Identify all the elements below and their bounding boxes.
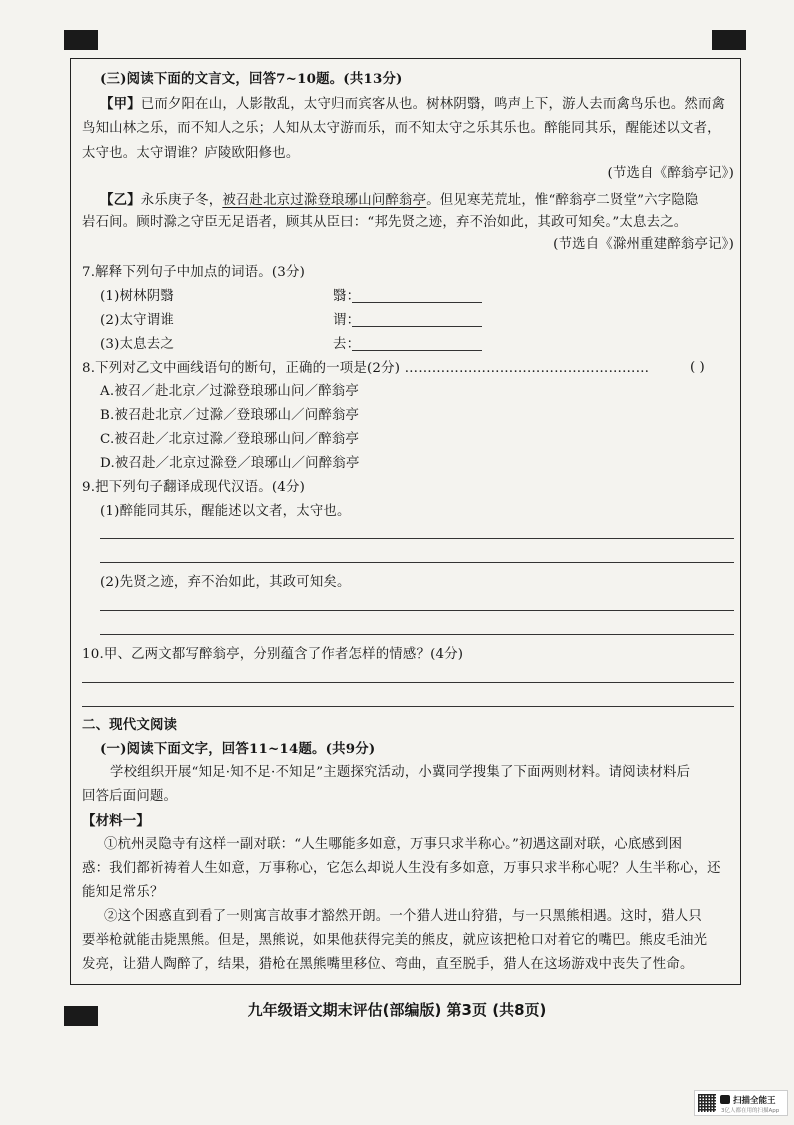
- q9-item1: (1)醉能同其乐，醒能述以文者，太守也。: [100, 504, 351, 519]
- registration-mark-top-right: [712, 30, 746, 50]
- registration-mark-top-left: [64, 30, 98, 50]
- part2-intro-line1: 学校组织开展“知足·知不足·不知足”主题探究活动，小冀同学搜集了下面两则材料。请阅读材料后: [110, 765, 691, 780]
- material-p1-line1: ①杭州灵隐寺有这样一副对联：“人生哪能多如意，万事只求半称心。”初遇这副对联，心底感到困: [104, 837, 683, 852]
- material-p1-line3: 能知足常乐？: [82, 885, 164, 900]
- yi-label: 【乙】: [100, 192, 141, 208]
- scanner-logo-icon: [720, 1095, 730, 1104]
- part2-intro-line2: 回答后面问题。: [82, 789, 178, 804]
- q9-answer-line4[interactable]: [100, 634, 734, 635]
- q7-answer-blank3[interactable]: [352, 350, 482, 351]
- page-footer: 九年级语文期末评估(部编版) 第3页 (共8页): [247, 1001, 547, 1019]
- section3-heading: (三)阅读下面的文言文，回答7~10题。(共13分): [100, 71, 403, 87]
- part2-heading: 二、现代文阅读: [82, 717, 178, 733]
- qr-code-icon: [698, 1094, 716, 1112]
- material-p2-line1: ②这个困惑直到看了一则寓言故事才豁然开朗。一个猎人进山狩猎，与一只黑熊相遇。这时，猎人只: [104, 909, 702, 924]
- q7-answer-blank1[interactable]: [352, 302, 482, 303]
- q7-word3: 去：: [333, 337, 361, 352]
- jia-source: (节选自《醉翁亭记》): [607, 166, 734, 181]
- q8-option-a: A.被召／赴北京／过滁登琅琊山问／醉翁亭: [100, 384, 359, 399]
- jia-text-line3: 太守也。太守谓谁？庐陵欧阳修也。: [82, 146, 300, 161]
- q9-item2: (2)先贤之迹，弃不治如此，其政可知矣。: [100, 575, 351, 590]
- q8-option-d: D.被召赴／北京过滁登／琅琊山／问醉翁亭: [100, 456, 360, 471]
- q9-answer-line1[interactable]: [100, 538, 734, 539]
- q7-item3: (3)太息去之: [100, 337, 174, 352]
- q8-answer-bracket[interactable]: ( ): [690, 360, 705, 375]
- scanner-app-tagline: 3亿人都在用的扫描App: [721, 1108, 780, 1114]
- q7-item1: (1)树林阴翳: [100, 289, 174, 304]
- q7-stem: 7.解释下列句子中加点的词语。(3分): [82, 265, 306, 280]
- scanner-app-name: 扫描全能王: [733, 1096, 776, 1106]
- q9-answer-line3[interactable]: [100, 610, 734, 611]
- q9-stem: 9.把下列句子翻译成现代汉语。(4分): [82, 480, 306, 495]
- yi-text-line2: 岩石间。顾时滁之守臣无足语者，顾其从臣曰：“邦先贤之迹，弃不治如此，其政可知矣。”太息去之。: [82, 215, 688, 230]
- q7-answer-blank2[interactable]: [352, 326, 482, 327]
- yi-source: (节选自《滁州重建醉翁亭记》): [553, 237, 734, 252]
- jia-text-line2: 鸟知山林之乐，而不知人之乐；人知从太守游而乐，而不知太守之乐其乐也。醉能同其乐，醒能述以文者，: [82, 121, 721, 136]
- jia-text-line1: 【甲】已而夕阳在山，人影散乱，太守归而宾客从也。树林阴翳，鸣声上下，游人去而禽鸟乐也。然而禽: [100, 96, 726, 112]
- q8-stem: 8.下列对乙文中画线语句的断句，正确的一项是(2分) ………………………………………………: [82, 361, 650, 376]
- q10-answer-line1[interactable]: [82, 682, 734, 683]
- material-p1-line2: 惑：我们都祈祷着人生如意，万事称心，它怎么却说人生没有多如意，万事只求半称心呢？人生半称心，还: [82, 861, 721, 876]
- yi-underlined-sentence: 被召赴北京过滁登琅琊山问醉翁亭: [222, 193, 427, 208]
- q8-option-b: B.被召赴北京／过滁／登琅琊山／问醉翁亭: [100, 408, 360, 423]
- material-p2-line2: 要举枪就能击毙黑熊。但是，黑熊说，如果他获得完美的熊皮，就应该把枪口对着它的嘴巴。熊皮毛油光: [82, 933, 708, 948]
- material-one-label: 【材料一】: [82, 813, 150, 829]
- q7-word2: 谓：: [333, 313, 361, 328]
- q7-word1: 翳：: [333, 289, 361, 304]
- q10-stem: 10.甲、乙两文都写醉翁亭，分别蕴含了作者怎样的情感？(4分): [82, 647, 464, 662]
- q9-answer-line2[interactable]: [100, 562, 734, 563]
- part2-subheading: (一)阅读下面文字，回答11~14题。(共9分): [100, 741, 376, 757]
- q7-item2: (2)太守谓谁: [100, 313, 174, 328]
- q8-option-c: C.被召赴／北京过滁／登琅琊山问／醉翁亭: [100, 432, 360, 447]
- yi-text-line1: 【乙】永乐庚子冬，被召赴北京过滁登琅琊山问醉翁亭。但见寒芜荒址，惟“醉翁亭二贤堂”六字隐隐: [100, 192, 699, 208]
- q10-answer-line2[interactable]: [82, 706, 734, 707]
- jia-label: 【甲】: [100, 96, 141, 112]
- scanner-app-badge: [694, 1090, 788, 1116]
- material-p2-line3: 发亮，让猎人陶醉了，结果，猎枪在黑熊嘴里移位、弯曲，直至脱手，猎人在这场游戏中丧失了性命。: [82, 957, 694, 972]
